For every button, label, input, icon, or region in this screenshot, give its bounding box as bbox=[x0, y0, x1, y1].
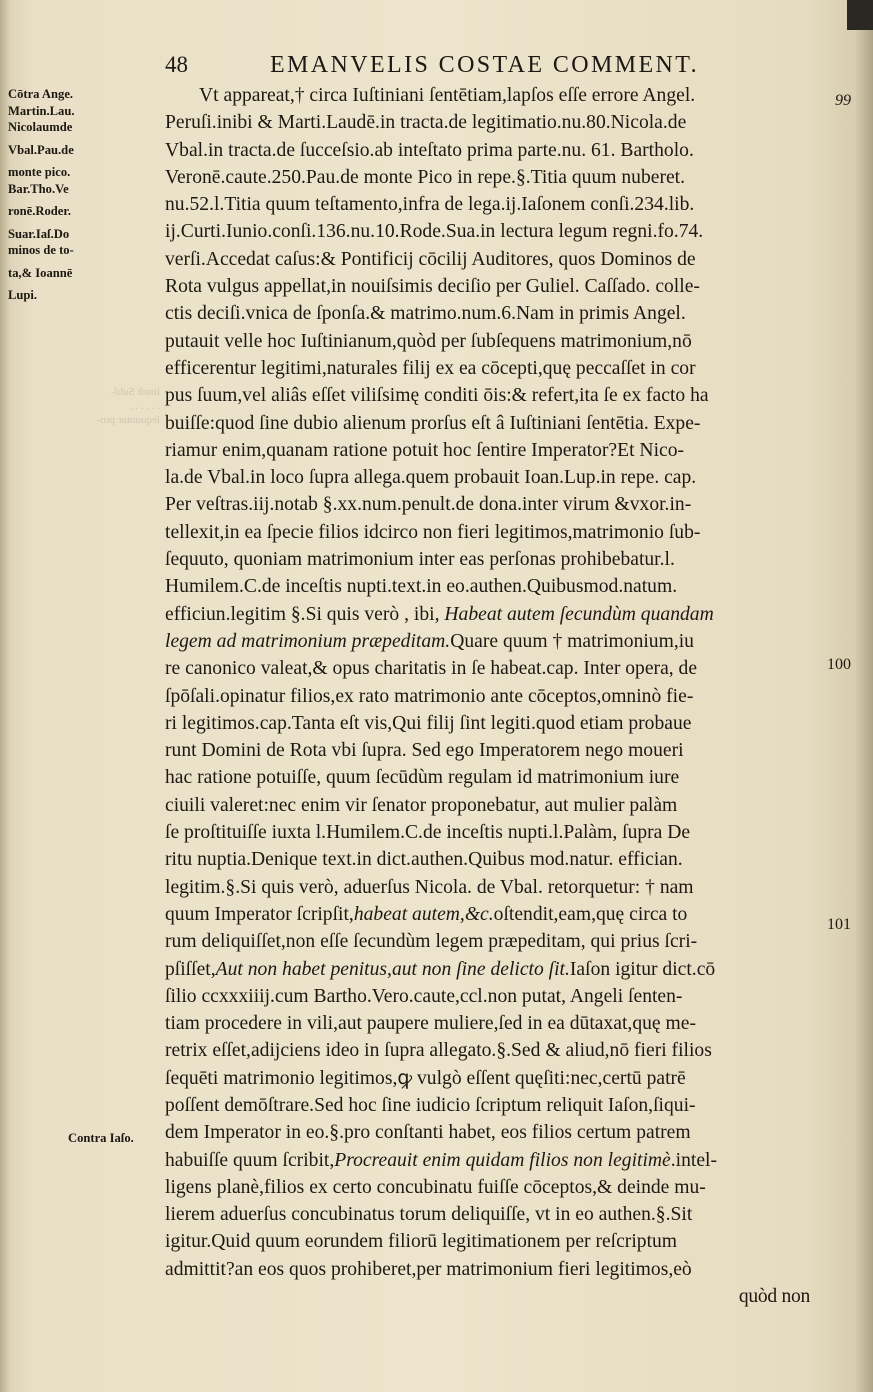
gloss-line: monte pico. bbox=[8, 165, 71, 179]
background-corner bbox=[847, 0, 873, 30]
text-line: igitur.Quid quum eorundem filiorū legitimationem per reſcriptum bbox=[165, 1231, 678, 1253]
text-line: ritu nuptia.Denique text.in dict.authen.Quibus mod.natur. effician. bbox=[165, 849, 683, 871]
text-line: admittit?an eos quos prohiberet,per matrimonium fieri legitimos,eò bbox=[165, 1258, 692, 1280]
text-line: ſpōſali.opinatur filios,ex rato matrimonio ante cōceptos,omninò fie- bbox=[165, 685, 694, 707]
text-line: nu.52.l.Titia quum teſtamento,infra de lega.ij.Iaſonem conſi.234.lib. bbox=[165, 194, 695, 216]
text-line: ciuili valeret:nec enim vir ſenator proponebatur, aut mulier palàm bbox=[165, 794, 678, 816]
gloss-line: minos de to- bbox=[8, 243, 74, 257]
text-line: ſe proſtituiſſe iuxta l.Humilem.C.de inceſtis nupti.l.Palàm, ſupra De bbox=[165, 822, 691, 844]
text-line bbox=[165, 901, 815, 928]
gloss-line: ronē.Roder. bbox=[8, 204, 71, 218]
text-line: ligens planè,filios ex certo concubinatu fuiſſe cōceptos,& deinde mu- bbox=[165, 1176, 706, 1198]
text-line: ri legitimos.cap.Tanta eſt vis,Qui filij ſint legiti.quod etiam probaue bbox=[165, 712, 692, 734]
text-line bbox=[165, 956, 815, 983]
italic-quote: Aut non habet penitus,aut non ſine delicto ſit. bbox=[215, 958, 570, 980]
text-span: .intel- bbox=[670, 1149, 717, 1171]
gloss-line: Vbal.Pau.de bbox=[8, 142, 74, 157]
text-line: Per veſtras.iij.notab §.xx.num.penult.de dona.inter virum &vxor.in- bbox=[165, 494, 692, 516]
catchword: quòd non bbox=[738, 1286, 810, 1308]
text-line: putauit velle hoc Iuſtinianum,quòd per ſubſequens matrimonium,nō bbox=[165, 330, 692, 352]
text-line: ſequuto, quoniam matrimonium inter eas perſonas prohibebatur.l. bbox=[165, 549, 675, 571]
text-line: buiſſe:quod ſine dubio alienum prorſus eſt â Iuſtiniani ſentētia. Expe- bbox=[165, 412, 701, 434]
side-number-99: 99 bbox=[835, 92, 851, 109]
gloss-line: ta,& Ioannē bbox=[8, 265, 73, 280]
text-line: Humilem.C.de inceſtis nupti.text.in eo.authen.Quibusmod.natum. bbox=[165, 576, 678, 598]
side-number-100: 100 bbox=[827, 656, 851, 673]
text-line: hac ratione potuiſſe, quum ſecūdùm regulam id matrimonium iure bbox=[165, 767, 680, 789]
text-line: Vbal.in tracta.de ſucceſsio.ab inteſtato prima parte.nu. 61. Bartholo. bbox=[165, 139, 694, 161]
text-line: lierem aduerſus concubinatus torum deliquiſſe, vt in eo authen.§.Sit bbox=[165, 1204, 693, 1226]
text-line: ſilio ccxxxiiij.cum Bartho.Vero.caute,ccl.non putat, Angeli ſenten- bbox=[165, 985, 683, 1007]
italic-quote: Habeat autem ſecundùm quandam bbox=[444, 603, 714, 625]
text-line: tellexit,in ea ſpecie filios idcirco non fieri legitimos,matrimonio ſub- bbox=[165, 521, 701, 543]
text-line: verſi.Accedat caſus:& Pontificij cōcilij Auditores, quos Dominos de bbox=[165, 248, 696, 270]
text-span: habuiſſe quum ſcribit, bbox=[165, 1149, 335, 1171]
text-line: dem Imperator in eo.§.pro conſtanti habet, eos filios certum patrem bbox=[165, 1122, 691, 1144]
text-line: la.de Vbal.in loco ſupra allega.quem probauit Ioan.Lup.in repe. cap. bbox=[165, 467, 697, 489]
text-line bbox=[165, 628, 815, 655]
text-line: pus ſuum,vel aliâs eſſet viliſsimę conditi ōis:& refert,ita ſe ex facto ha bbox=[165, 385, 709, 407]
text-line: ij.Curti.Iunio.conſi.136.nu.10.Rode.Sua.in lectura legum regni.fo.74. bbox=[165, 221, 704, 243]
text-line: legitim.§.Si quis verò, aduerſus Nicola. de Vbal. retorquetur: † nam bbox=[165, 876, 694, 898]
gloss-line: Contra Iaſo. bbox=[68, 1131, 134, 1145]
text-line: riamur enim,quanam ratione potuit hoc ſentire Imperator?Et Nico- bbox=[165, 439, 685, 461]
text-line: poſſent demōſtrare.Sed hoc ſine iudicio ſcriptum reliquit Iaſon,ſiqui- bbox=[165, 1094, 696, 1116]
italic-quote: legem ad matrimonium præpeditam. bbox=[165, 630, 451, 652]
text-line: Vt appareat,† circa Iuſtiniani ſentētiam,lapſos eſſe errore Angel. bbox=[199, 85, 696, 106]
gloss-line: Bar.Tho.Ve bbox=[8, 181, 69, 196]
text-line: ſequēti matrimonio legitimos,ꝙ vulgò eſſent quęſiti:nec,certū patrē bbox=[165, 1067, 686, 1089]
text-line: Peruſi.inibi & Marti.Laudē.in tracta.de legitimatio.nu.80.Nicola.de bbox=[165, 112, 687, 134]
text-line: efficerentur legitimi,naturales filij ex ea cōcepti,quę peccaſſet in cor bbox=[165, 357, 696, 379]
text-line bbox=[165, 601, 815, 628]
marginal-gloss-1 bbox=[8, 86, 163, 304]
text-line: Veronē.caute.250.Pau.de monte Pico in repe.§.Titia quum nuberet. bbox=[165, 166, 686, 188]
running-title: EMANVELIS COSTAE COMMENT. bbox=[270, 52, 699, 78]
text-line bbox=[165, 1147, 815, 1174]
text-line: retrix eſſet,adijciens ideo in ſupra allegato.§.Sed & aliud,nō fieri filios bbox=[165, 1040, 712, 1062]
main-text bbox=[165, 82, 815, 1310]
italic-quote: Procreauit enim quidam filios non legitimè bbox=[334, 1149, 671, 1171]
text-span: efficiun.legitim §.Si quis verò , ibi, bbox=[165, 603, 440, 625]
text-span: quum Imperator ſcripſit, bbox=[165, 903, 354, 925]
text-span: pſiſſet, bbox=[165, 958, 216, 980]
gloss-line: Suar.Iaſ.Do bbox=[8, 226, 70, 241]
show-through-text: inteſt Subſ- . . . . . . ſequuntur pro- bbox=[96, 386, 160, 426]
text-line: Rota vulgus appellat,in nouiſsimis deciſio per Guliel. Caſſado. colle- bbox=[165, 276, 700, 298]
gloss-line: Martin.Lau. bbox=[8, 103, 75, 118]
text-line: tiam procedere in vili,aut paupere muliere,ſed in ea dūtaxat,quę me- bbox=[165, 1013, 696, 1035]
page-edge-shadow bbox=[855, 0, 873, 1392]
text-line: rum deliquiſſet,non eſſe ſecundùm legem præpeditam, qui prius ſcri- bbox=[165, 931, 698, 953]
text-span: Iaſon igitur dict.cō bbox=[569, 958, 716, 980]
italic-quote: habeat autem,&c. bbox=[353, 903, 494, 925]
gloss-line: Lupi. bbox=[8, 288, 38, 302]
text-line: ctis deciſi.vnica de ſponſa.& matrimo.num.6.Nam in primis Angel. bbox=[165, 303, 686, 325]
text-line: re canonico valeat,& opus charitatis in ſe habeat.cap. Inter opera, de bbox=[165, 658, 698, 680]
text-span: Quare quum † matrimonium,iu bbox=[450, 630, 694, 652]
folio-number: 48 bbox=[165, 52, 188, 77]
side-number-101: 101 bbox=[827, 916, 851, 933]
text-line: runt Domini de Rota vbi ſupra. Sed ego Imperatorem nego moueri bbox=[165, 740, 684, 762]
gloss-line: Cōtra Ange. bbox=[8, 87, 74, 101]
gloss-line: Nicolaumde bbox=[8, 120, 73, 134]
text-span: oſtendit,eam,quę circa to bbox=[493, 903, 688, 925]
